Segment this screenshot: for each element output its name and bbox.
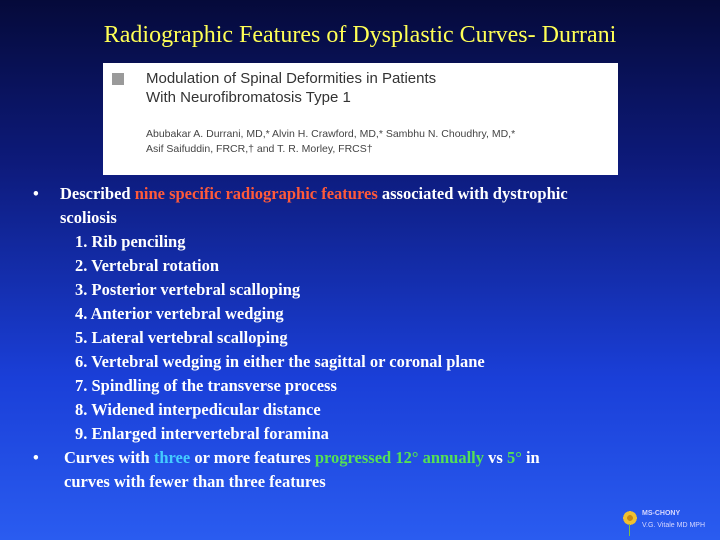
bullet1-highlight: nine specific radiographic features [134,184,378,203]
bullet1-cont: scoliosis [60,208,117,227]
bullet2-text: vs [484,448,507,467]
feature-item: 6. Vertebral wedging in either the sagittal or coronal plane [75,352,485,371]
bullet2-cont: curves with fewer than three features [64,472,326,491]
bullet2-highlight-three: three [153,448,191,467]
paper-header-image [103,63,618,175]
bullet1-pre: Described [60,184,135,203]
logo-line1: MS-CHONY [642,510,681,517]
bullet1-line [60,182,568,206]
bullet-marker: • [33,448,39,467]
feature-item: 7. Spindling of the transverse process [75,376,337,395]
paper-square-icon [112,73,124,85]
feature-item: 5. Lateral vertebral scalloping [75,328,288,347]
flower-stem [629,524,630,536]
paper-authors-line2: Asif Saifuddin, FRCR,† and T. R. Morley, FRCS† [146,143,373,155]
paper-title-line2: With Neurofibromatosis Type 1 [146,89,351,106]
feature-item: 4. Anterior vertebral wedging [75,304,284,323]
bullet1-post: associated with dystrophic [377,184,568,203]
paper-authors-line1: Abubakar A. Durrani, MD,* Alvin H. Crawford, MD,* Sambhu N. Choudhry, MD,* [146,128,516,140]
flower-icon [622,510,638,526]
feature-item: 1. Rib penciling [75,232,186,251]
feature-item: 8. Widened interpedicular distance [75,400,321,419]
paper-authors [146,127,515,157]
feature-item: 9. Enlarged intervertebral foramina [75,424,329,443]
feature-item: 3. Posterior vertebral scalloping [75,280,301,299]
bullet-marker: • [33,184,39,203]
institution-logo [620,508,720,540]
bullet2-line [64,446,540,470]
bullet2-text: Curves with [64,448,154,467]
bullet2-text: in [521,448,540,467]
paper-title [146,69,436,107]
logo-line2: V.G. Vitale MD MPH [642,522,706,529]
bullet2-highlight-5deg: 5° [506,448,522,467]
feature-item: 2. Vertebral rotation [75,256,220,275]
bullet2-highlight-progressed: progressed 12° annually [314,448,485,467]
bullet2-text: or more features [190,448,315,467]
paper-title-line1: Modulation of Spinal Deformities in Patients [146,70,437,87]
slide-title: Radiographic Features of Dysplastic Curves- Durrani [103,22,617,48]
